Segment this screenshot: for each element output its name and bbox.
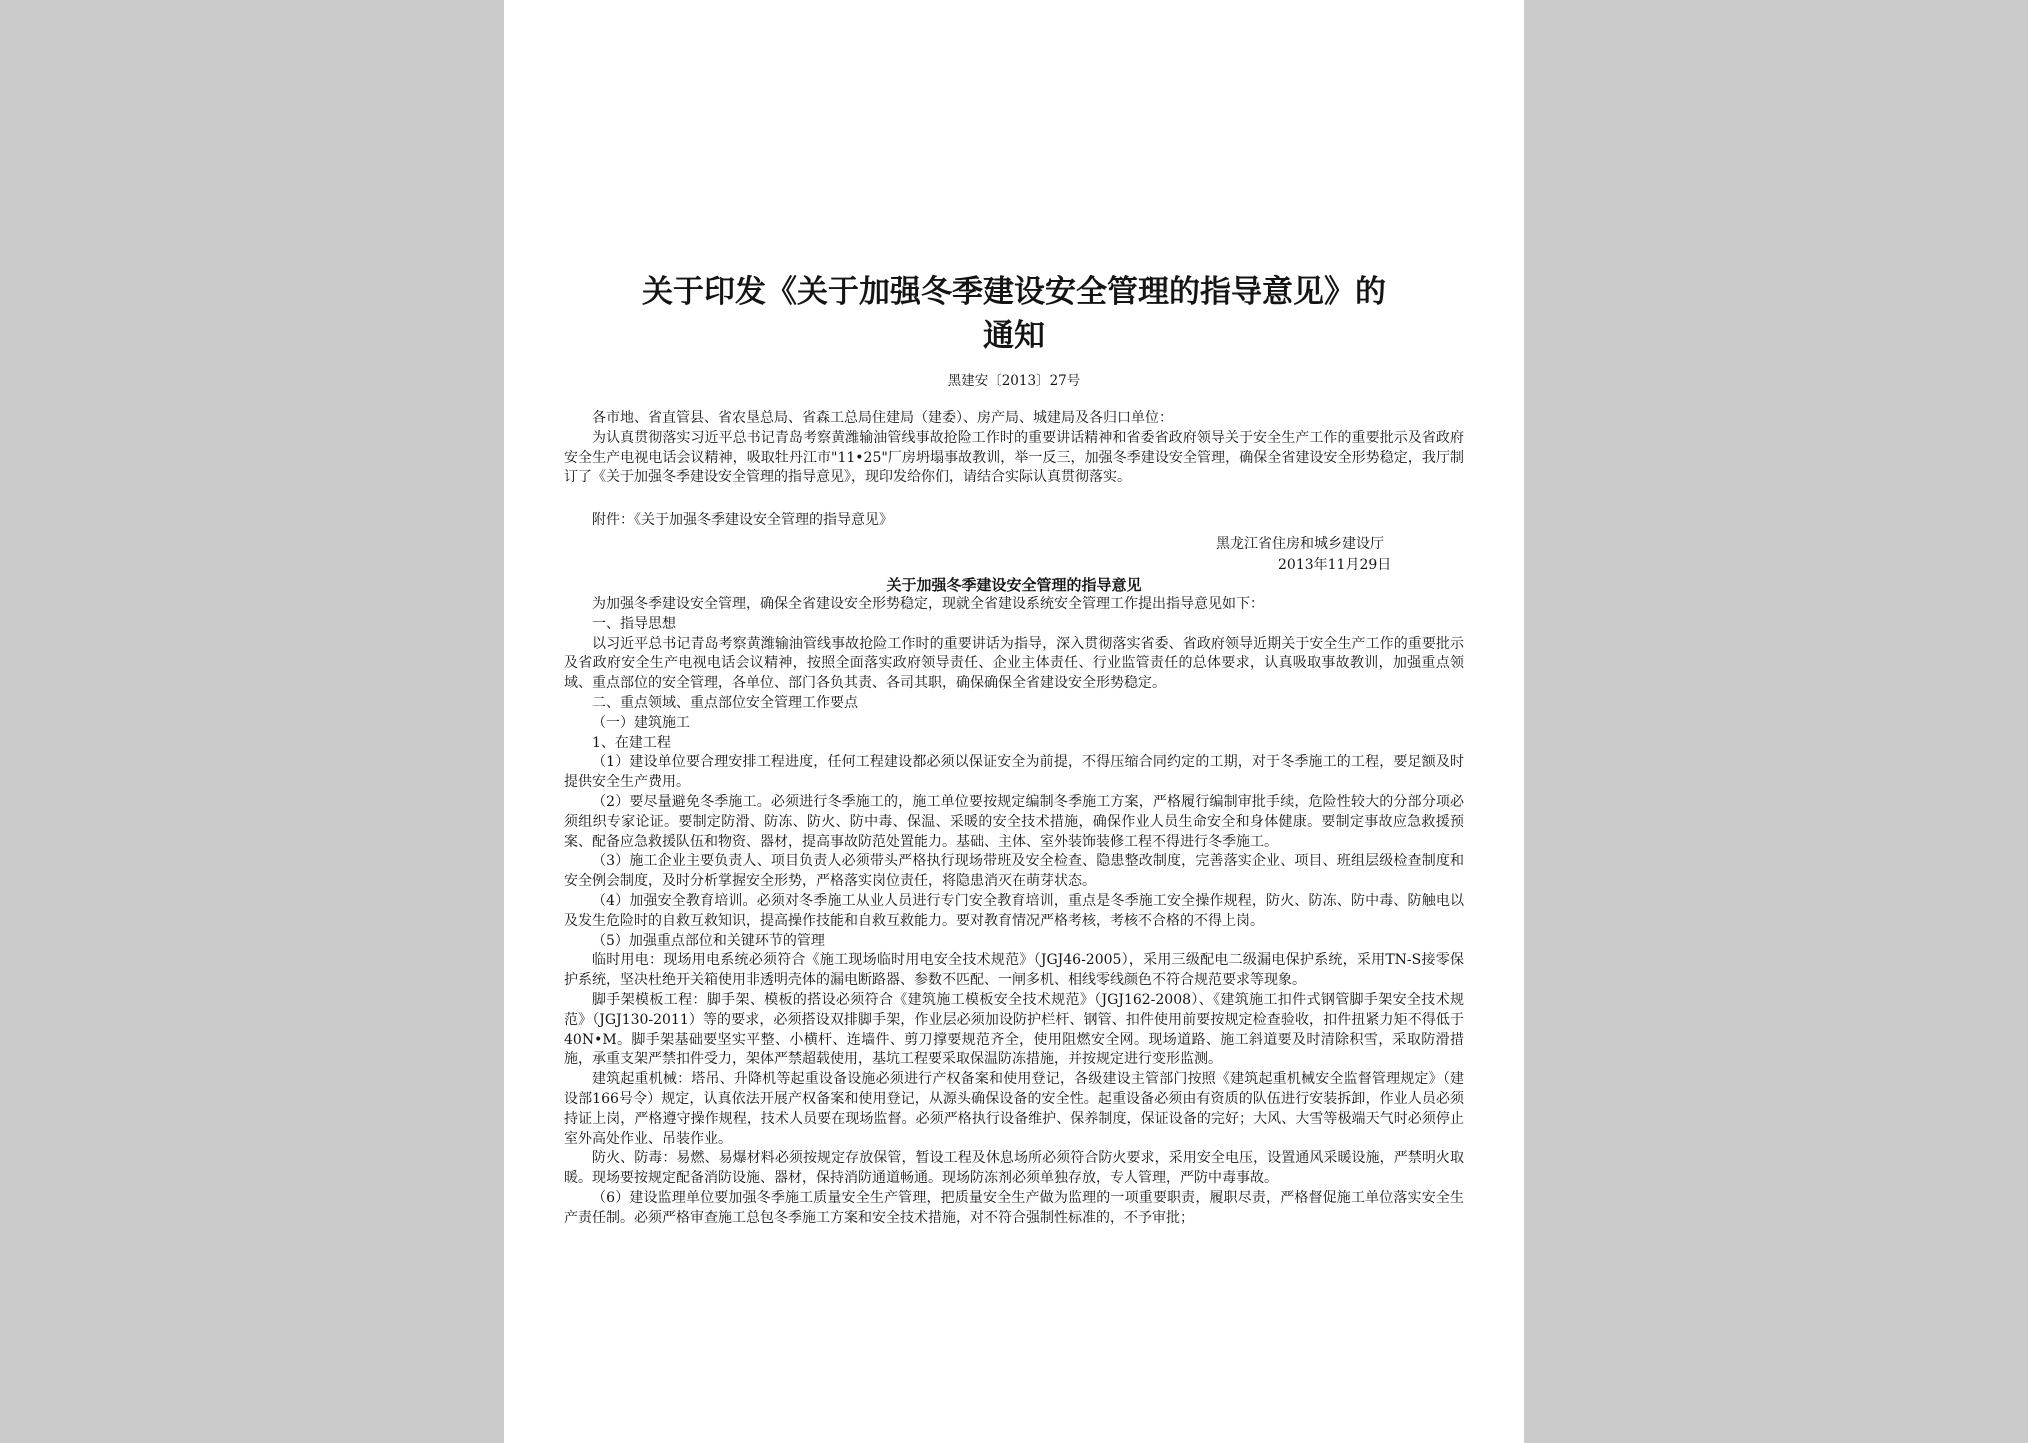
paragraph: 为加强冬季建设安全管理，确保全省建设安全形势稳定，现就全省建设系统安全管理工作提出指导意见如下： [592, 596, 1264, 612]
paragraph: 临时用电：现场用电系统必须符合《施工现场临时用电安全技术规范》（JGJ46-2005），采用三级配电二级漏电保护系统，采用TN-S接零保护系统，坚决杜绝开关箱使用非透明壳体的漏电断路器、参数不匹配、一闸多机、相线零线颜色不符合规范要求等现象。 [564, 952, 1464, 989]
opinion-title: 关于加强冬季建设安全管理的指导意见 [886, 576, 1142, 594]
issue-date: 2013年11月29日 [1278, 557, 1392, 573]
subsection-heading: （5）加强重点部位和关键环节的管理 [592, 932, 825, 949]
document-title-line2: 通知 [983, 318, 1045, 354]
paragraph: 建筑起重机械：塔吊、升降机等起重设备设施必须进行产权备案和使用登记，各级建设主管部门按照《建筑起重机械安全监督管理规定》（建设部166号令）规定，认真依法开展产权备案和使用登记，从源头确保设备的安全性。起重设备必须由有资质的队伍进行安装拆卸，作业人员必须持证上岗，严格遵守操作规程，技术人员要在现场监督。必须严格执行设备维护、保养制度，保证设备的完好；大风、大雪等极端天气时必须停止室外高处作业、吊装作业。 [564, 1071, 1464, 1147]
paragraph: 防火、防毒：易燃、易爆材料必须按规定存放保管，暂设工程及休息场所必须符合防火要求，采用安全电压，设置通风采暖设施，严禁明火取暖。现场要按规定配备消防设施、器材，保持消防通道畅通。现场防冻剂必须单独存放，专人管理，严防中毒事故。 [564, 1150, 1464, 1187]
paragraph: 脚手架模板工程：脚手架、模板的搭设必须符合《建筑施工模板安全技术规范》（JGJ162-2008）、《建筑施工扣件式钢管脚手架安全技术规范》（JGJ130-2011）等的要求，必须搭设双排脚手架，作业层必须加设防护栏杆、钢管、扣件使用前要按规定检查验收，扣件扭紧力矩不得低于40N•M。脚手架基础要坚实平整、小横杆、连墙件、剪刀撑要规范齐全，使用阻燃安全网。现场道路、施工斜道要及时清除积雪，采取防滑措施，承重支架严禁扣件受力，架体严禁超载使用，基坑工程要采取保温防冻措施，并按规定进行变形监测。 [564, 991, 1464, 1068]
section-heading: 一、指导思想 [592, 615, 676, 632]
notice-addressee: 各市地、省直管县、省农垦总局、省森工总局住建局（建委）、房产局、城建局及各归口单位： [592, 410, 1173, 426]
subsection-heading: 1、在建工程 [592, 734, 671, 751]
paragraph: （3）施工企业主要负责人、项目负责人必须带头严格执行现场带班及安全检查、隐患整改制度，完善落实企业、项目、班组层级检查制度和安全例会制度，及时分析掌握安全形势，严格落实岗位责任，将隐患消灭在萌芽状态。 [564, 853, 1464, 890]
subsection-heading: （一）建筑施工 [592, 714, 690, 731]
issuer-name: 黑龙江省住房和城乡建设厅 [1216, 536, 1384, 552]
document-page [504, 0, 1524, 1443]
document-title: 关于印发《关于加强冬季建设安全管理的指导意见》的 [642, 274, 1386, 310]
paragraph: 以习近平总书记青岛考察黄潍输油管线事故抢险工作时的重要讲话为指导，深入贯彻落实省委、省政府领导近期关于安全生产工作的重要批示及省政府安全生产电视电话会议精神，按照全面落实政府领导责任、企业主体责任、行业监管责任的总体要求，认真吸取事故教训，加强重点领域、重点部位的安全管理，各单位、部门各负其责、各司其职，确保确保全省建设安全形势稳定。 [564, 635, 1464, 692]
notice-paragraph: 为认真贯彻落实习近平总书记青岛考察黄潍输油管线事故抢险工作时的重要讲话精神和省委省政府领导关于安全生产工作的重要批示及省政府安全生产电视电话会议精神，吸取牡丹江市"11•25"厂房坍塌事故教训，举一反三，加强冬季建设安全管理，确保全省建设安全形势稳定，我厅制订了《关于加强冬季建设安全管理的指导意见》，现印发给你们，请结合实际认真贯彻落实。 [564, 429, 1464, 486]
paragraph: （6）建设监理单位要加强冬季施工质量安全生产管理，把质量安全生产做为监理的一项重要职责，履职尽责，严格督促施工单位落实安全生产责任制。必须严格审查施工总包冬季施工方案和安全技术措施，对不符合强制性标准的，不予审批； [564, 1189, 1464, 1226]
paragraph: （1）建设单位要合理安排工程进度，任何工程建设都必须以保证安全为前提，不得压缩合同约定的工期，对于冬季施工的工程，要足额及时提供安全生产费用。 [564, 754, 1464, 791]
attachment-line: 附件：《关于加强冬季建设安全管理的指导意见》 [592, 512, 893, 528]
paragraph: （2）要尽量避免冬季施工。必须进行冬季施工的，施工单位要按规定编制冬季施工方案，严格履行编制审批手续，危险性较大的分部分项必须组织专家论证。要制定防滑、防冻、防火、防中毒、保温、采暖的安全技术措施，确保作业人员生命安全和身体健康。要制定事故应急救援预案、配备应急救援队伍和物资、器材，提高事故防范处置能力。基础、主体、室外装饰装修工程不得进行冬季施工。 [564, 793, 1464, 850]
section-heading: 二、重点领域、重点部位安全管理工作要点 [592, 694, 858, 711]
paragraph: （4）加强安全教育培训。必须对冬季施工从业人员进行专门安全教育培训，重点是冬季施工安全操作规程，防火、防冻、防中毒、防触电以及发生危险时的自救互救知识，提高操作技能和自救互救能力。要对教育情况严格考核，考核不合格的不得上岗。 [564, 892, 1464, 929]
attachment-line-wrap [564, 511, 1464, 531]
document-number: 黑建安〔2013〕27号 [947, 373, 1081, 389]
notice-body [564, 409, 1464, 488]
opinion-body [564, 595, 1464, 1229]
